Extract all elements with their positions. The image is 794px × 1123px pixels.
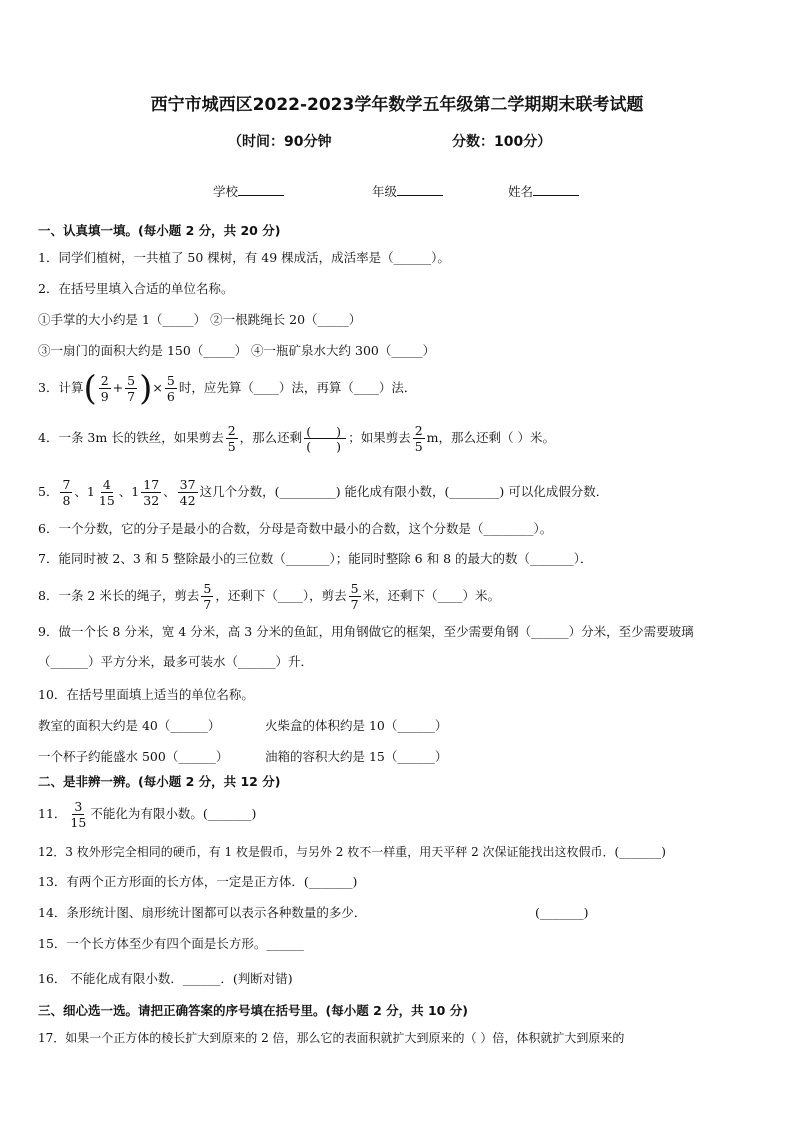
question-11: 11． $\frac{3}{15}$ 不能化为有限小数。(_______) [38, 799, 257, 830]
school-label: 学校 [213, 184, 239, 199]
question-16: 16． 不能化成有限小数．______．(判断对错) [38, 971, 293, 986]
name-label: 姓名 [508, 184, 534, 199]
question-10: 10．在括号里面填上适当的单位名称。 [38, 687, 254, 702]
question-14: 14．条形统计图、扇形统计图都可以表示各种数量的多少． [38, 905, 367, 920]
fraction: $\frac{5}{7}$ [127, 373, 136, 404]
question-1: 1．同学们植树，一共植了 50 棵树，有 49 棵成活，成活率是（______）。 [38, 250, 450, 265]
school-field[interactable] [213, 182, 284, 200]
question-10b: 火柴盒的体积约是 10（______） [265, 718, 448, 733]
question-2a: ①手掌的大小约是 1（_____） ②一根跳绳长 20（_____） [38, 312, 362, 327]
section-3-heading: 三、细心选一选。请把正确答案的序号填在括号里。(每小题 2 分，共 10 分) [38, 1003, 468, 1018]
question-2: 2．在括号里填入合适的单位名称。 [38, 281, 234, 296]
fraction: $\frac{5}{7}$ [350, 581, 359, 612]
question-9-cont: （______）平方分米，最多可装水（______）升． [38, 654, 314, 669]
page-title: 西宁市城西区2022-2023学年数学五年级第二学期期末联考试题 [150, 95, 644, 115]
question-10a: 教室的面积大约是 40（______） [38, 718, 221, 733]
answer-blank-fraction[interactable]: $\frac{( )}{( )}$ [304, 424, 346, 453]
section-2-heading: 二、是非辨一辨。(每小题 2 分，共 12 分) [38, 774, 281, 789]
question-17: 17．如果一个正方体的棱长扩大到原来的 2 倍，那么它的表面积就扩大到原来的（ ）倍，体积就扩大到原来的 [38, 1031, 625, 1045]
grade-field[interactable] [372, 182, 443, 200]
question-13: 13．有两个正方形面的长方体，一定是正方体．(_______) [38, 874, 358, 889]
name-field[interactable] [508, 182, 579, 200]
question-7: 7．能同时被 2、3 和 5 整除最小的三位数（_______）；能同时整除 6 和 8 的最大的数（_______）． [38, 551, 593, 566]
question-5: 5． $\frac{7}{8}$ 、1 $\frac{4}{15}$ 、1 $\frac{17}{32}$ 、 $\frac{37}{42}$ 这几个分数，(_________) 能化成有限小数，(________) 可以化成假分数． [38, 477, 609, 508]
fraction: $\frac{17}{32}$ [143, 477, 160, 508]
question-4: 4．一条 3m 长的铁丝，如果剪去 $\frac{2}{5}$ ，那么还剩 $\frac{( )}{( )}$ ；如果剪去 $\frac{2}{5}$ m，那么还剩（ ）米。 [38, 423, 555, 454]
question-6: 6．一个分数，它的分子是最小的合数，分母是奇数中最小的合数，这个分数是（________）。 [38, 521, 553, 536]
exam-time: （时间：90分钟 [228, 134, 332, 150]
fraction: $\frac{2}{5}$ [227, 423, 236, 454]
fraction: $\frac{3}{15}$ [70, 799, 87, 830]
exam-score: 分数：100分） [452, 134, 552, 150]
question-12: 12．3 枚外形完全相同的硬币，有 1 枚是假币，与另外 2 枚不一样重，用天平秤 2 次保证能找出这枚假币．(_______) [38, 845, 666, 859]
fraction: $\frac{4}{15}$ [98, 477, 115, 508]
fraction: $\frac{2}{5}$ [414, 423, 423, 454]
fraction: $\frac{5}{7}$ [203, 581, 212, 612]
question-10c: 一个杯子约能盛水 500（______） [38, 749, 229, 764]
question-10d: 油箱的容积大约是 15（______） [265, 749, 448, 764]
fraction: $\frac{7}{8}$ [62, 477, 71, 508]
section-1-heading: 一、认真填一填。(每小题 2 分，共 20 分) [38, 223, 281, 238]
fraction: $\frac{37}{42}$ [179, 477, 196, 508]
question-2b: ③一扇门的面积大约是 150（_____） ④一瓶矿泉水大约 300（_____） [38, 343, 436, 358]
question-8: 8．一条 2 米长的绳子，剪去 $\frac{5}{7}$ ，还剩下（____），剪去 $\frac{5}{7}$ 米，还剩下（____）米。 [38, 581, 501, 612]
question-3: 3．计算( $\frac{2}{9}$ + $\frac{5}{7}$ )× $\frac{5}{6}$ 时，应先算（____）法，再算（____）法． [38, 368, 417, 409]
question-15: 15．一个长方体至少有四个面是长方形。______ [38, 936, 304, 951]
question-9: 9．做一个长 8 分米，宽 4 分米，高 3 分米的鱼缸，用角钢做它的框架，至少需要角钢（______）分米，至少需要玻璃 [38, 624, 694, 639]
fraction: $\frac{2}{9}$ [100, 373, 109, 404]
grade-label: 年级 [372, 184, 398, 199]
question-14-answer: (_______) [535, 905, 589, 920]
fraction: $\frac{5}{6}$ [166, 373, 175, 404]
